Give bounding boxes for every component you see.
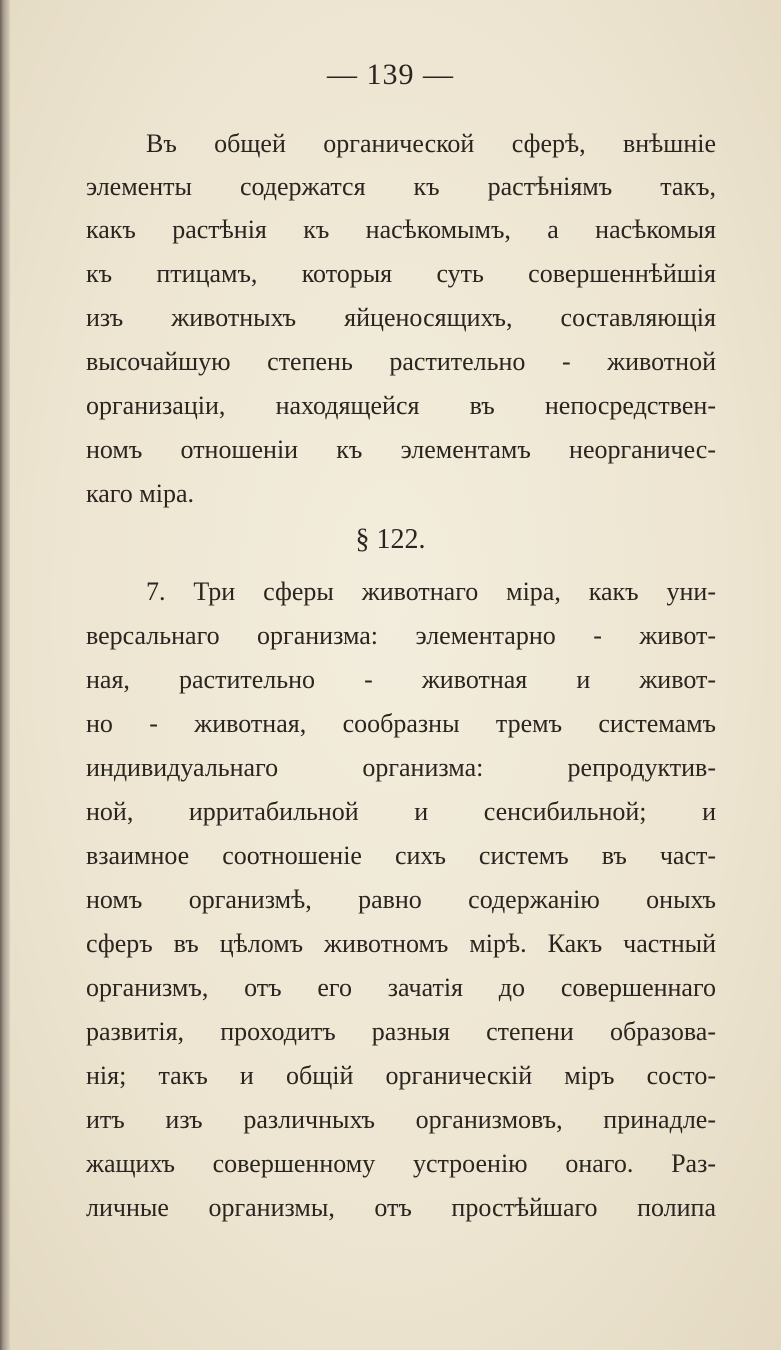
- paragraph2-line-7: взаимное соотношеніе сихъ системъ въ част-: [86, 841, 716, 870]
- paragraph2-line-5: индивидуальнаго организма: репродуктив-: [86, 753, 716, 782]
- paragraph2-line-3: ная, растительно - животная и живот-: [86, 665, 716, 694]
- paragraph2-line-8: номъ организмѣ, равно содержанію оныхъ: [86, 885, 716, 914]
- paragraph1-line-4: къ птицамъ, которыя суть совершеннѣйшія: [86, 259, 716, 288]
- paragraph2-line-2: версальнаго организма: элементарно - живот-: [86, 621, 716, 650]
- section-heading: § 122.: [355, 524, 426, 555]
- paragraph2-line-1: 7. Три сферы животнаго міра, какъ уни-: [146, 577, 716, 606]
- paragraph2-line-13: итъ изъ различныхъ организмовъ, принадле-: [86, 1105, 716, 1134]
- paragraph1-line-6: высочайшую степень растительно - животной: [86, 347, 716, 376]
- paragraph2-line-6: ной, ирритабильной и сенсибильной; и: [86, 797, 716, 826]
- paragraph2-line-4: но - животная, сообразны тремъ системамъ: [86, 709, 716, 738]
- paragraph1-line-3: какъ растѣнія къ насѣкомымъ, а насѣкомыя: [86, 215, 716, 244]
- paragraph2-line-10: организмъ, отъ его зачатія до совершеннаго: [86, 973, 716, 1002]
- paragraph2-line-12: нія; такъ и общій органическій міръ состо-: [86, 1061, 716, 1090]
- paragraph2-line-11: развитія, проходитъ разныя степени образова-: [86, 1017, 716, 1046]
- paragraph1-line-7: организаціи, находящейся въ непосредствен-: [86, 391, 716, 420]
- page-number: — 139 —: [327, 58, 454, 91]
- paragraph1-line-2: элементы содержатся къ растѣніямъ такъ,: [86, 172, 716, 201]
- paragraph1-line-1: Въ общей органической сферѣ, внѣшніе: [146, 129, 716, 158]
- paragraph2-line-14: жащихъ совершенному устроенію онаго. Раз-: [86, 1149, 716, 1178]
- page-binding-edge: [0, 0, 10, 1350]
- paragraph1-line-9: каго міра.: [86, 479, 195, 508]
- paragraph1-line-5: изъ животныхъ яйценосящихъ, составляющія: [86, 303, 716, 332]
- paragraph2-line-9: сферъ въ цѣломъ животномъ мірѣ. Какъ частный: [86, 929, 716, 958]
- paragraph1-line-8: номъ отношеніи къ элементамъ неорганичес-: [86, 435, 716, 464]
- paragraph2-line-15: личные организмы, отъ простѣйшаго полипа: [86, 1193, 716, 1222]
